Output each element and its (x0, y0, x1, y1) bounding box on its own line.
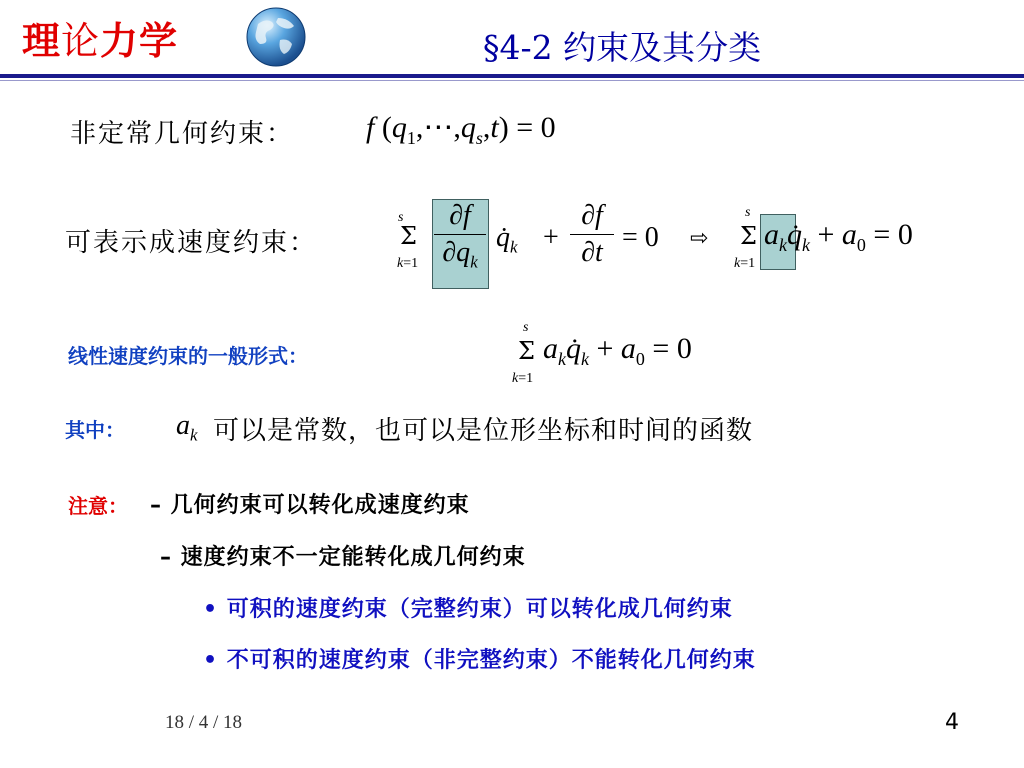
header-rule-thin (0, 80, 1024, 81)
plus-sign: + (543, 222, 559, 253)
formula-linear: $a_kq̇_k + a_0 = 0$ (543, 332, 692, 369)
note-label: 注意： (68, 494, 128, 518)
note-bullet-2: • 不可积的速度约束（非完整约束）不能转化几何约束 (203, 648, 756, 673)
formula-ak-qdot-a0: $a_kq̇_k + a_0 = 0$ (764, 218, 913, 255)
nonsteady-formula: f $(q_1,\cdots,q_s,t) = 0$ (366, 111, 556, 148)
where-label: 其中： (65, 418, 125, 442)
ak-symbol: $a_k$ (176, 410, 198, 445)
sum-sign-2: Σ (740, 222, 757, 250)
sum-upper-3: s (523, 320, 529, 335)
note-dash-1: – 几何约束可以转化成速度约束 (150, 493, 470, 518)
fraction-df-dqk: ∂f $\partial q_k$ (434, 200, 486, 273)
sum-lower-3: k=1 (512, 371, 534, 386)
sum-lower: k=1 (397, 256, 419, 271)
page-number: 4 (945, 710, 959, 735)
equals-zero: = 0 (622, 222, 659, 253)
fraction-df-dt: ∂f ∂t (570, 200, 614, 269)
section-title: §4-2 约束及其分类 (483, 28, 762, 67)
sum-sign-3: Σ (518, 337, 535, 365)
where-text: 可以是常数，也可以是位形坐标和时间的函数 (213, 416, 754, 446)
sum-upper-2: s (745, 205, 751, 220)
header-rule (0, 74, 1024, 78)
arrow-right-icon: ⇨ (690, 226, 709, 251)
sum-sign: Σ (400, 222, 417, 250)
note-bullet-1: • 可积的速度约束（完整约束）可以转化成几何约束 (203, 597, 733, 622)
sum-upper: s (398, 210, 404, 225)
velocity-label: 可表示成速度约束： (65, 228, 318, 258)
footer-date: 18 / 4 / 18 (165, 712, 243, 733)
note-dash-2: – 速度约束不一定能转化成几何约束 (160, 545, 526, 570)
globe-icon (244, 6, 308, 68)
linear-label: 线性速度约束的一般形式： (68, 344, 308, 368)
brand-title: 理论力学 (22, 19, 179, 63)
qdot-k: $q̇_k$ (496, 222, 518, 257)
nonsteady-label: 非定常几何约束： (70, 119, 295, 149)
sum-lower-2: k=1 (734, 256, 756, 271)
